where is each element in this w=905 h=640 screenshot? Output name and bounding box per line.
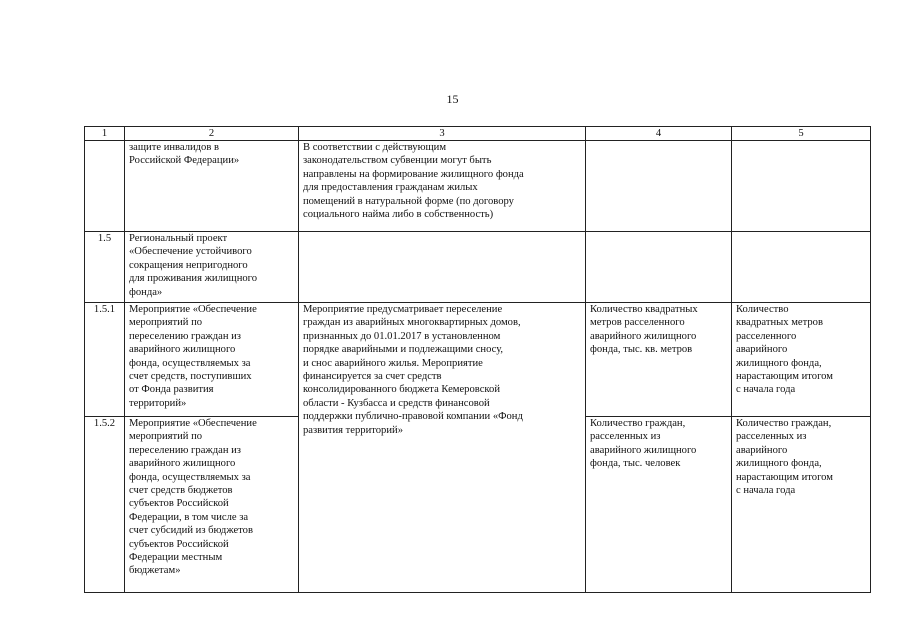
document-table bbox=[84, 126, 871, 593]
page-number: 15 bbox=[446, 92, 459, 106]
table-header-row bbox=[85, 127, 871, 141]
row-number: 1.5 bbox=[85, 232, 125, 303]
table-row bbox=[85, 303, 871, 417]
event-name-cell: Мероприятие «Обеспечение мероприятий по переселению граждан из аварийного жилищного фонда, осуществляемых за счет средств бюджетов субъектов Российской Федерации, в том числе за счет субсидий из бюджетов субъектов Российской Федерации местным бюджетам» bbox=[125, 417, 299, 593]
method-cell bbox=[732, 232, 871, 303]
row-number bbox=[85, 141, 125, 232]
description-cell bbox=[299, 232, 586, 303]
event-name-cell: Мероприятие «Обеспечение мероприятий по переселению граждан из аварийного жилищного фонда, осуществляемых за счет средств, поступивших от Фонда развития территорий» bbox=[125, 303, 299, 417]
row-number: 1.5.1 bbox=[85, 303, 125, 417]
header-cell-2: 2 bbox=[125, 127, 299, 141]
event-name-cell: защите инвалидов в Российской Федерации» bbox=[125, 141, 299, 232]
header-cell-1: 1 bbox=[85, 127, 125, 141]
table-row bbox=[85, 141, 871, 232]
description-cell: В соответствии с действующим законодательством субвенции могут быть направлены на формирование жилищного фонда для предоставления гражданам жилых помещений в натуральной форме (по договору социального найма либо в собственность) bbox=[299, 141, 586, 232]
indicator-cell bbox=[586, 141, 732, 232]
indicator-cell: Количество квадратных метров расселенного аварийного жилищного фонда, тыс. кв. метров bbox=[586, 303, 732, 417]
header-cell-5: 5 bbox=[732, 127, 871, 141]
header-cell-4: 4 bbox=[586, 127, 732, 141]
indicator-cell: Количество граждан, расселенных из аварийного жилищного фонда, тыс. человек bbox=[586, 417, 732, 593]
description-cell: Мероприятие предусматривает переселение граждан из аварийных многоквартирных домов, признанных до 01.01.2017 в установленном порядке аварийными и подлежащими сносу, и снос аварийного жилья. Мероприятие финансируется за счет средств консолидированного бюджета Кемеровской области - Кузбасса и средств финансовой поддержки публично-правовой компании «Фонд развития территорий» bbox=[299, 303, 586, 593]
event-name-cell: Региональный проект «Обеспечение устойчивого сокращения непригодного для проживания жилищного фонда» bbox=[125, 232, 299, 303]
method-cell bbox=[732, 141, 871, 232]
method-cell: Количество граждан, расселенных из аварийного жилищного фонда, нарастающим итогом с начала года bbox=[732, 417, 871, 593]
header-cell-3: 3 bbox=[299, 127, 586, 141]
row-number: 1.5.2 bbox=[85, 417, 125, 593]
method-cell: Количество квадратных метров расселенного аварийного жилищного фонда, нарастающим итогом с начала года bbox=[732, 303, 871, 417]
indicator-cell bbox=[586, 232, 732, 303]
table-row bbox=[85, 232, 871, 303]
